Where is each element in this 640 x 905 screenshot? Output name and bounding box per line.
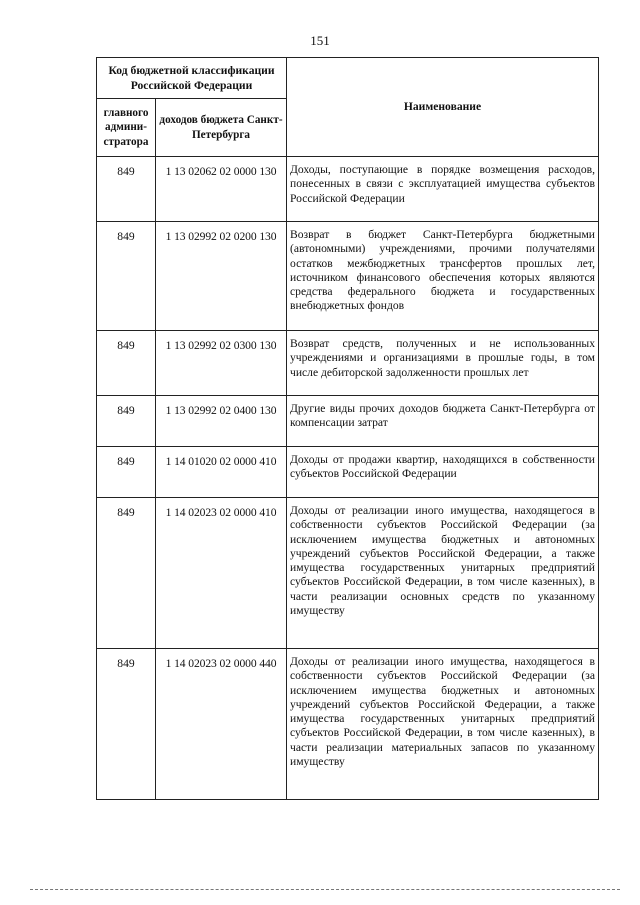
admin-code-cell: 849 [97,157,156,222]
page-number: 151 [310,33,330,48]
name-cell: Возврат в бюджет Санкт-Петербурга бюджетными (автономными) учреждениями, прочими получателями остатков межбюджетных трансфертов прошлых лет, источником финансового обеспечения которых являются средства федерального бюджета и государственных внебюджетных фондов [287,222,599,331]
table-row [97,649,599,800]
table-row [97,447,599,498]
table-row [97,222,599,331]
admin-code-cell: 849 [97,222,156,331]
name-cell: Возврат средств, полученных и не использованных учреждениями и организациями в прошлые годы, в том числе дебиторской задолженности прошлых лет [287,331,599,396]
name-cell: Доходы от продажи квартир, находящихся в собственности субъектов Российской Федерации [287,447,599,498]
income-code-cell: 1 13 02992 02 0200 130 [156,222,287,331]
income-code-cell: 1 13 02992 02 0400 130 [156,396,287,447]
scan-edge-line [30,889,620,890]
name-cell: Доходы, поступающие в порядке возмещения расходов, понесенных в связи с эксплуатацией имущества субъектов Российской Федерации [287,157,599,222]
name-cell: Доходы от реализации иного имущества, находящегося в собственности субъектов Российской Федерации (за исключением имущества бюджетных и автономных учреждений субъектов Российской Федерации, а также имущества государственных унитарных предприятий субъектов Российской Федерации, в том числе казенных), в части реализации основных средств по указанному имуществу [287,498,599,649]
name-cell: Другие виды прочих доходов бюджета Санкт-Петербурга от компенсации затрат [287,396,599,447]
table-row [97,498,599,649]
income-code-cell: 1 13 02062 02 0000 130 [156,157,287,222]
table-row [97,331,599,396]
admin-code-cell: 849 [97,396,156,447]
header-budget-classification-code: Код бюджетной классификации Российской Федерации [97,58,287,99]
header-row-group [97,58,599,99]
header-name: Наименование [287,58,599,157]
budget-classification-table [96,57,599,800]
name-cell: Доходы от реализации иного имущества, находящегося в собственности субъектов Российской Федерации (за исключением имущества бюджетных и автономных учреждений субъектов Российской Федерации, а также имущества государственных унитарных предприятий субъектов Российской Федерации, в том числе казенных), в части реализации материальных запасов по указанному имуществу [287,649,599,800]
header-spb-budget-income: доходов бюджета Санкт-Петербурга [156,99,287,157]
admin-code-cell: 849 [97,331,156,396]
table-row [97,157,599,222]
header-main-administrator: главного админи-стратора [97,99,156,157]
income-code-cell: 1 14 02023 02 0000 440 [156,649,287,800]
admin-code-cell: 849 [97,498,156,649]
income-code-cell: 1 13 02992 02 0300 130 [156,331,287,396]
admin-code-cell: 849 [97,447,156,498]
table-row [97,396,599,447]
income-code-cell: 1 14 01020 02 0000 410 [156,447,287,498]
admin-code-cell: 849 [97,649,156,800]
income-code-cell: 1 14 02023 02 0000 410 [156,498,287,649]
